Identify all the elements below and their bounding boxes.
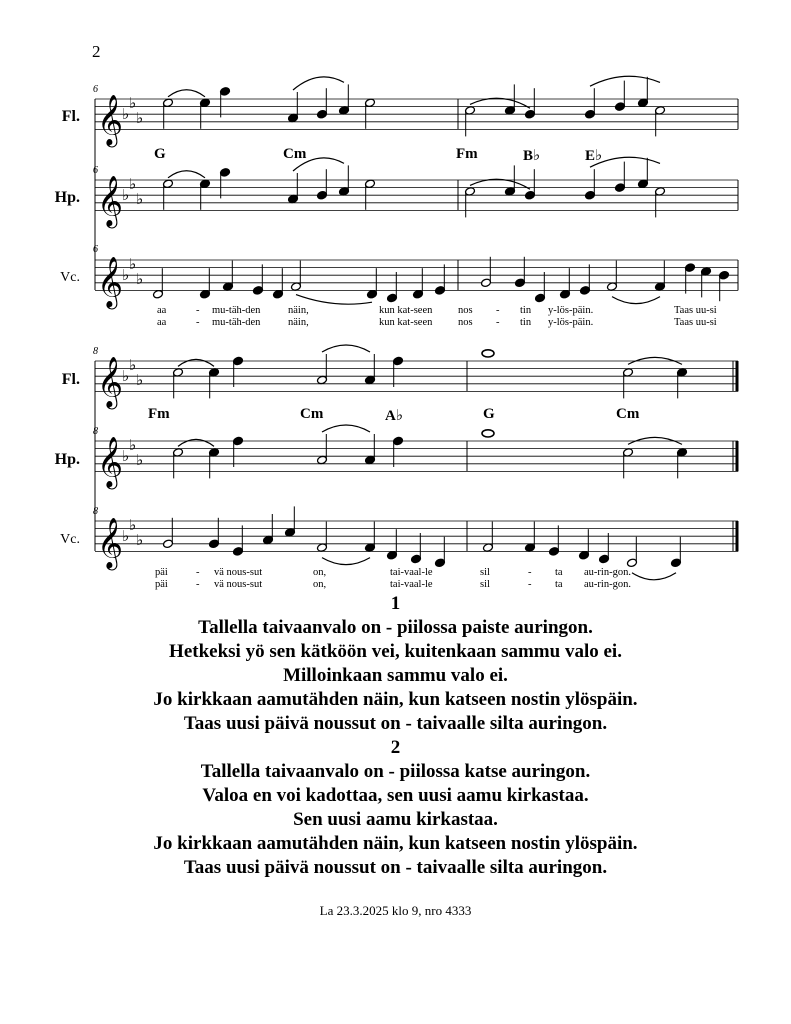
verse-line: Tallella taivaanvalo on - piilossa katse auringon. <box>200 761 591 782</box>
lyric-syllable: - <box>528 567 532 578</box>
measure-number: 8 <box>93 346 98 357</box>
lyric-syllable: päi <box>155 579 168 590</box>
lyric-syllable: ta <box>555 567 563 578</box>
slur <box>322 425 370 432</box>
lyric-syllable: näin, <box>288 305 309 316</box>
lyric-syllable: sil <box>480 579 490 590</box>
lyric-syllable: - <box>496 317 500 328</box>
lyric-syllable: nos <box>458 305 473 316</box>
measure-number: 6 <box>93 165 98 176</box>
slur <box>612 297 660 304</box>
instrument-label-harp: Hp. <box>54 451 80 468</box>
flat-accidental: ♭ <box>122 367 130 386</box>
instrument-label-cello: Vc. <box>60 532 80 547</box>
instrument-label-flute: Fl. <box>61 371 80 388</box>
lyric-syllable: tin <box>520 305 532 316</box>
page-number: 2 <box>92 42 101 61</box>
slur <box>178 359 214 366</box>
flat-accidental: ♭ <box>122 527 130 546</box>
chord-symbol: Cm <box>300 406 324 422</box>
lyric-syllable: tin <box>520 317 532 328</box>
lyric-syllable: kun kat-seen <box>379 305 433 316</box>
flat-accidental: ♭ <box>136 190 144 208</box>
final-barline <box>736 361 739 391</box>
flat-accidental: ♭ <box>136 109 144 127</box>
verse-line: Taas uusi päivä noussut on - taivaalle silta auringon. <box>183 857 608 878</box>
flat-accidental: ♭ <box>122 447 130 466</box>
slur <box>590 76 660 86</box>
flat-accidental: ♭ <box>136 371 144 389</box>
lyric-syllable: au-rin-gon. <box>584 567 631 578</box>
verse-line: Hetkeksi yö sen kätköön vei, kuitenkaan sammu valo ei. <box>169 641 622 662</box>
verse-line: Milloinkaan sammu valo ei. <box>283 665 508 686</box>
treble-clef: 𝄞 <box>97 517 124 569</box>
flat-accidental: ♭ <box>129 93 137 112</box>
chord-symbol: G <box>154 146 166 162</box>
instrument-label-flute: Fl. <box>61 108 80 125</box>
verse-line: Valoa en voi kadottaa, sen uusi aamu kirkastaa. <box>202 785 589 806</box>
verse-line: Jo kirkkaan aamutähden näin, kun katseen nostin ylöspäin. <box>153 689 638 710</box>
verse-line: Jo kirkkaan aamutähden näin, kun katseen nostin ylöspäin. <box>153 833 638 854</box>
final-barline <box>736 521 739 551</box>
lyric-syllable: vä nous-sut <box>214 579 263 590</box>
lyric-syllable: aa <box>157 305 167 316</box>
treble-clef: 𝄞 <box>97 436 124 488</box>
flat-accidental: ♭ <box>136 451 144 469</box>
flat-accidental: ♭ <box>129 174 137 193</box>
lyric-syllable: - <box>196 317 200 328</box>
slur <box>322 558 370 565</box>
chord-symbol: A♭ <box>385 408 403 424</box>
chord-symbol: G <box>483 406 495 422</box>
instrument-label-harp: Hp. <box>54 189 80 206</box>
measure-number: 8 <box>93 426 98 437</box>
chord-symbol: E♭ <box>585 148 603 164</box>
verse-line: Tallella taivaanvalo on - piilossa paiste auringon. <box>198 617 593 638</box>
chord-symbol: Cm <box>616 406 640 422</box>
slur <box>296 295 372 305</box>
treble-clef: 𝄞 <box>97 175 124 227</box>
lyric-syllable: au-rin-gon. <box>584 579 631 590</box>
verse-number: 1 <box>390 593 401 614</box>
flat-accidental: ♭ <box>129 254 137 273</box>
lyric-syllable: tai-vaal-le <box>390 567 433 578</box>
flat-accidental: ♭ <box>129 355 137 374</box>
flat-accidental: ♭ <box>122 186 130 205</box>
lyric-syllable: nos <box>458 317 473 328</box>
lyric-syllable: - <box>196 567 200 578</box>
slur <box>322 345 370 352</box>
measure-number: 6 <box>93 84 98 95</box>
lyric-syllable: näin, <box>288 317 309 328</box>
lyric-syllable: tai-vaal-le <box>390 579 433 590</box>
chord-symbol: Fm <box>148 406 170 422</box>
flat-accidental: ♭ <box>122 266 130 285</box>
footer-note: La 23.3.2025 klo 9, nro 4333 <box>319 903 472 918</box>
measure-number: 8 <box>93 506 98 517</box>
flat-accidental: ♭ <box>122 105 130 124</box>
slur <box>168 171 205 178</box>
lyric-syllable: on, <box>313 579 327 590</box>
flat-accidental: ♭ <box>136 531 144 549</box>
treble-clef: 𝄞 <box>97 356 124 408</box>
lyric-syllable: - <box>196 305 200 316</box>
instrument-label-cello: Vc. <box>60 270 80 285</box>
slur <box>178 439 214 446</box>
measure-number: 6 <box>93 244 98 255</box>
lyric-syllable: mu-täh-den <box>212 305 261 316</box>
final-barline <box>736 441 739 471</box>
lyric-syllable: sil <box>480 567 490 578</box>
lyric-syllable: päi <box>155 567 168 578</box>
treble-clef: 𝄞 <box>97 94 124 146</box>
lyric-syllable: - <box>528 579 532 590</box>
lyric-syllable: - <box>196 579 200 590</box>
verse-line: Taas uusi päivä noussut on - taivaalle silta auringon. <box>183 713 608 734</box>
chord-symbol: B♭ <box>523 148 541 164</box>
treble-clef: 𝄞 <box>97 256 124 308</box>
lyric-syllable: kun kat-seen <box>379 317 433 328</box>
lyric-syllable: on, <box>313 567 327 578</box>
lyric-syllable: Taas uu-si <box>674 305 717 316</box>
lyric-syllable: y-lös-päin. <box>548 305 594 316</box>
lyric-syllable: ta <box>555 579 563 590</box>
lyric-syllable: vä nous-sut <box>214 567 263 578</box>
verse-number: 2 <box>390 737 401 758</box>
flat-accidental: ♭ <box>129 435 137 454</box>
chord-symbol: Fm <box>456 146 478 162</box>
flat-accidental: ♭ <box>129 515 137 534</box>
slur <box>168 90 205 97</box>
lyric-syllable: Taas uu-si <box>674 317 717 328</box>
whole-note-head <box>482 350 494 357</box>
lyric-syllable: y-lös-päin. <box>548 317 594 328</box>
chord-symbol: Cm <box>283 146 307 162</box>
flat-accidental: ♭ <box>136 270 144 288</box>
slur <box>293 77 344 90</box>
verse-line: Sen uusi aamu kirkastaa. <box>293 809 498 830</box>
lyric-syllable: mu-täh-den <box>212 317 261 328</box>
lyric-syllable: aa <box>157 317 167 328</box>
whole-note-head <box>482 430 494 437</box>
lyric-syllable: - <box>496 305 500 316</box>
slur <box>632 573 676 580</box>
